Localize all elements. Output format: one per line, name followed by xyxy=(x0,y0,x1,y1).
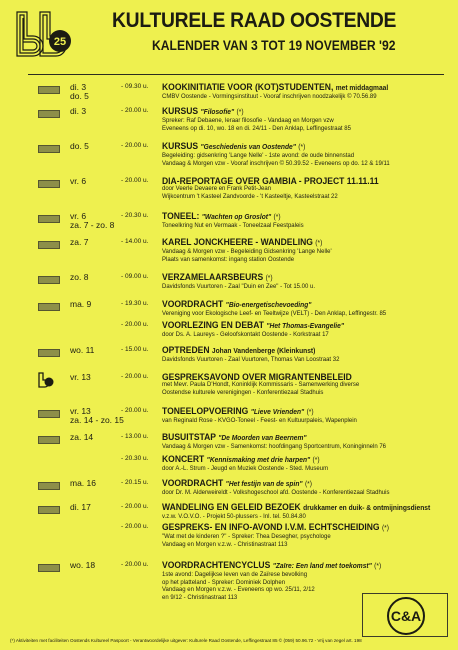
event-day: vr. 13 xyxy=(70,372,91,382)
event-item xyxy=(162,237,452,264)
event-detail: op het platteland - Spreker: Dominiek Dolphen xyxy=(162,579,286,586)
event-marker xyxy=(38,372,52,386)
event-marker xyxy=(38,86,60,94)
event-day: vr. 6 xyxy=(70,176,87,186)
event-detail: CMBV Oostende - Vormingsinstituut - Vooraf inschrijven noodzakelijk © 70.56.89 xyxy=(162,94,377,100)
event-detail: en 9/12 - Christinastraat 113 xyxy=(162,594,238,601)
event-subtitle: "Zaïre: Een land met toekomst" xyxy=(272,563,372,570)
event-title: KAREL JONCKHEERE - WANDELING xyxy=(162,237,313,247)
event-time: - 09.00 u. xyxy=(121,273,149,280)
event-heading xyxy=(162,432,438,444)
event-item xyxy=(162,478,452,498)
event-detail: door Veerle Devaere en Frank Petit-Jean xyxy=(162,186,272,192)
event-subtitle: "Bio-energetischevoeding" xyxy=(225,302,312,309)
event-heading xyxy=(162,478,438,490)
event-detail: Oostendse kulturele verenigingen - Konferentiezaal Stadhuis xyxy=(162,389,324,396)
page-title: KULTURELE RAAD OOSTENDE xyxy=(112,9,397,32)
event-heading xyxy=(162,560,438,572)
event-title: VOORDRACHTENCYCLUS xyxy=(162,560,271,570)
event-heading xyxy=(162,454,438,466)
event-title: KURSUS xyxy=(162,141,199,151)
event-title: GESPREKS- EN INFO-AVOND I.V.M. ECHTSCHEIDING xyxy=(162,522,380,532)
event-title-extra: drukkamer en duik- & ontmijningsdienst xyxy=(303,505,431,512)
event-heading xyxy=(162,372,438,382)
event-day-secondary: za. 7 - zo. 8 xyxy=(70,220,115,230)
event-item xyxy=(162,454,452,474)
event-heading xyxy=(162,237,438,249)
pass-marker: (*) xyxy=(304,481,312,488)
event-day: ma. 16 xyxy=(70,478,96,488)
event-detail: Toneelkring Nut en Vermaak - Toneelzaal Feestpaleis xyxy=(162,223,304,229)
pass-marker: (*) xyxy=(298,144,306,151)
event-heading xyxy=(162,272,438,284)
event-title-extra: Johan Vandenberge (Kleinkunst) xyxy=(211,348,316,355)
event-time: - 20.00 u. xyxy=(121,321,149,328)
event-day: za. 7 xyxy=(70,237,89,247)
event-subtitle: "Geschiedenis van Oostende" xyxy=(200,144,296,151)
event-item xyxy=(162,299,452,319)
event-time: - 09.30 u. xyxy=(121,83,149,90)
event-time: - 19.30 u. xyxy=(121,300,149,307)
event-time: - 15.00 u. xyxy=(121,346,149,353)
event-title: KURSUS xyxy=(162,106,199,116)
event-time: - 20.00 u. xyxy=(121,107,149,114)
event-heading xyxy=(162,141,438,153)
event-item xyxy=(162,372,452,397)
event-marker xyxy=(38,482,60,490)
event-title: BUSUITSTAP xyxy=(162,432,216,442)
event-item xyxy=(162,106,452,133)
pass-marker: (*) xyxy=(265,275,273,282)
event-marker xyxy=(38,303,60,311)
page-subtitle: KALENDER VAN 3 TOT 19 NOVEMBER '92 xyxy=(152,38,396,53)
event-heading xyxy=(162,406,438,418)
event-time: - 20.00 u. xyxy=(121,373,149,380)
event-detail: v.z.w. V.O.V.O. - Projekt 50-plussers - Inl. tel. 50.84.80 xyxy=(162,514,306,520)
event-heading xyxy=(162,176,438,186)
event-title: WANDELING EN GELEID BEZOEK xyxy=(162,502,301,512)
event-heading xyxy=(162,320,438,332)
event-item xyxy=(162,406,452,426)
event-detail: Begeleiding: gidsenkring 'Lange Nelle' - 1ste avond: de oude binnenstad xyxy=(162,153,355,159)
event-heading xyxy=(162,82,438,94)
event-heading xyxy=(162,299,438,311)
event-title-extra: met middagmaal xyxy=(335,85,389,92)
event-title: VOORLEZING EN DEBAT xyxy=(162,320,264,330)
event-title: KONCERT xyxy=(162,454,205,464)
event-detail: door Dr. M. Alderweireldt - Volkshogeschool afd. Oostende - Konferentiezaal Stadhuis xyxy=(162,490,390,496)
event-day: di. 3 xyxy=(70,82,87,92)
sponsor-logo xyxy=(362,593,448,637)
event-item xyxy=(162,211,452,231)
event-detail: Eveneens op di. 10, wo. 18 en di. 24/11 - Den Anklap, Leffingestraat 85 xyxy=(162,125,351,132)
pass-marker: (*) xyxy=(273,214,281,221)
event-time: - 20.15 u. xyxy=(121,479,149,486)
event-marker xyxy=(38,110,60,118)
event-day: di. 17 xyxy=(70,502,91,512)
event-time: - 20.00 u. xyxy=(121,177,149,184)
pass-marker: (*) xyxy=(236,109,244,116)
event-title: KOOKINITIATIE VOOR (KOT)STUDENTEN, xyxy=(162,82,334,92)
event-detail: Vereniging voor Ekologische Leef- en Teeltwijze (VELT) - Den Anklap, Leffingestr. 85 xyxy=(162,311,387,317)
pass-marker: (*) xyxy=(306,409,314,416)
event-marker xyxy=(38,564,60,572)
event-item xyxy=(162,522,452,549)
event-title: VERZAMELAARSBEURS xyxy=(162,272,264,282)
event-time: - 20.00 u. xyxy=(121,407,149,414)
event-day: ma. 9 xyxy=(70,299,92,309)
event-subtitle: "De Moorden van Beernem" xyxy=(218,435,307,442)
event-day-secondary: za. 14 - zo. 15 xyxy=(70,415,124,425)
header-divider xyxy=(28,74,444,75)
event-day: vr. 6 xyxy=(70,211,87,221)
event-detail: Spreker: Raf Debaene, leraar filosofie - Vandaag en Morgen vzw xyxy=(162,118,334,124)
event-detail: Davidsfonds Vuurtoren - Zaal Vuurtoren, Thomas Van Loostraat 32 xyxy=(162,357,340,363)
event-subtitle: "Wachten op Groslot" xyxy=(201,214,272,221)
event-marker xyxy=(38,349,60,357)
event-day-secondary: do. 5 xyxy=(70,91,89,101)
pass-marker: (*) xyxy=(374,563,382,570)
event-day: za. 14 xyxy=(70,432,94,442)
event-marker xyxy=(38,215,60,223)
event-heading xyxy=(162,345,438,357)
event-detail: Vandaag en Morgen v.z.w. - Christinastraat 113 xyxy=(162,541,288,548)
event-heading xyxy=(162,106,438,118)
event-time: - 14.00 u. xyxy=(121,238,149,245)
event-subtitle: "Het Thomas-Evangelie" xyxy=(266,323,344,330)
event-detail: door A.-L. Strum - Jeugd en Muziek Oostende - Sted. Museum xyxy=(162,466,329,472)
event-time: - 20.00 u. xyxy=(121,523,149,530)
event-time: - 20.00 u. xyxy=(121,561,149,568)
event-title: TONEEL: xyxy=(162,211,200,221)
event-item xyxy=(162,320,452,340)
event-item xyxy=(162,345,452,365)
pass-marker: (*) xyxy=(381,525,389,532)
event-marker xyxy=(38,241,60,249)
event-subtitle: "Lieve Vrienden" xyxy=(250,409,305,416)
event-heading xyxy=(162,211,438,223)
event-marker xyxy=(38,506,60,514)
event-detail: Vandaag & Morgen vzw - Samenkomst: hoofdingang Sportcentrum, Koninginneln 76 xyxy=(162,444,387,450)
event-time: - 20.00 u. xyxy=(121,142,149,149)
event-title: OPTREDEN xyxy=(162,345,210,355)
pass-marker: (*) xyxy=(312,457,320,464)
event-marker xyxy=(38,145,60,153)
event-subtitle: "Kennismaking met drie harpen" xyxy=(206,457,311,464)
event-detail: Vandaag & Morgen vzw - Begeleiding Gidsenkring 'Lange Nelle' xyxy=(162,249,332,255)
event-detail: Vandaag en Morgen v.z.w. - Eveneens op wo. 25/11, 2/12 xyxy=(162,587,315,594)
event-detail: Wijkcentrum 't Kasteel Zandvoorde - 't Kasteeltje, Kasteelstraat 22 xyxy=(162,193,338,200)
kro-logo xyxy=(14,10,76,58)
event-detail: met Mevr. Paula D'Hondt, Koninklijk Kommissaris - Samenwerking diverse xyxy=(162,382,360,388)
event-title: TONEELOPVOERING xyxy=(162,406,249,416)
event-detail: Plaats van samenkomst: ingang station Oostende xyxy=(162,256,295,263)
event-day: wo. 18 xyxy=(70,560,96,570)
event-detail: "Wat met de kinderen ?" - Spreker: Thea Desegher, psychologe xyxy=(162,534,331,540)
event-item xyxy=(162,502,452,522)
event-detail: van Reginald Rose - KVGO-Toneel - Feest- en Kultuurpaleis, Wapenplein xyxy=(162,418,357,424)
sponsor-name: C&A xyxy=(387,597,425,635)
event-day: wo. 11 xyxy=(70,345,95,355)
event-detail: 1ste avond: Dagelijkse leven van de Zaïrese bevolking xyxy=(162,572,308,578)
event-subtitle: "Filosofie" xyxy=(200,109,235,116)
event-day: vr. 13 xyxy=(70,406,91,416)
event-subtitle: "Het festijn van de spin" xyxy=(225,481,303,488)
event-title: VOORDRACHT xyxy=(162,478,224,488)
event-time: - 20.00 u. xyxy=(121,503,149,510)
event-marker xyxy=(38,276,60,284)
event-heading xyxy=(162,502,438,514)
event-time: - 20.30 u. xyxy=(121,212,149,219)
footer-note: (*) Aktiviteiten met faciliteiten Oostends Kultureel Paspoort - Verantwoordelijke uitgever: Kulturele Raad Oostende, Leffingestraat 85 © (059) 50.96.72 - Vrij van zegel art. 198 xyxy=(10,638,362,643)
event-day: di. 3 xyxy=(70,106,87,116)
event-item xyxy=(162,272,452,292)
event-title: GESPREKSAVOND OVER MIGRANTENBELEID xyxy=(162,372,352,382)
event-time: - 13.00 u. xyxy=(121,433,149,440)
event-title: DIA-REPORTAGE OVER GAMBIA - PROJECT 11.11.11 xyxy=(162,176,379,186)
logo-number: 25 xyxy=(53,36,67,48)
event-time: - 20.30 u. xyxy=(121,455,149,462)
event-detail: Davidsfonds Vuurtoren - Zaal "Duin en Zee" - Tot 15.00 u. xyxy=(162,284,316,290)
event-day: do. 5 xyxy=(70,141,89,151)
event-detail: Vandaag & Morgen vzw - Vooraf inschrijven © 50.39.52 - Eveneens op do. 12 & 19/11 xyxy=(162,160,390,167)
event-day: zo. 8 xyxy=(70,272,89,282)
event-item xyxy=(162,82,452,102)
event-item xyxy=(162,432,452,452)
event-heading xyxy=(162,522,438,534)
event-marker xyxy=(38,436,60,444)
event-marker xyxy=(38,180,60,188)
event-item xyxy=(162,141,452,168)
event-title: VOORDRACHT xyxy=(162,299,224,309)
pass-marker: (*) xyxy=(315,240,323,247)
event-item xyxy=(162,176,452,201)
event-marker xyxy=(38,410,60,418)
event-detail: door Ds. A. Laureys - Geloofskontakt Oostende - Korkstraat 17 xyxy=(162,332,329,338)
